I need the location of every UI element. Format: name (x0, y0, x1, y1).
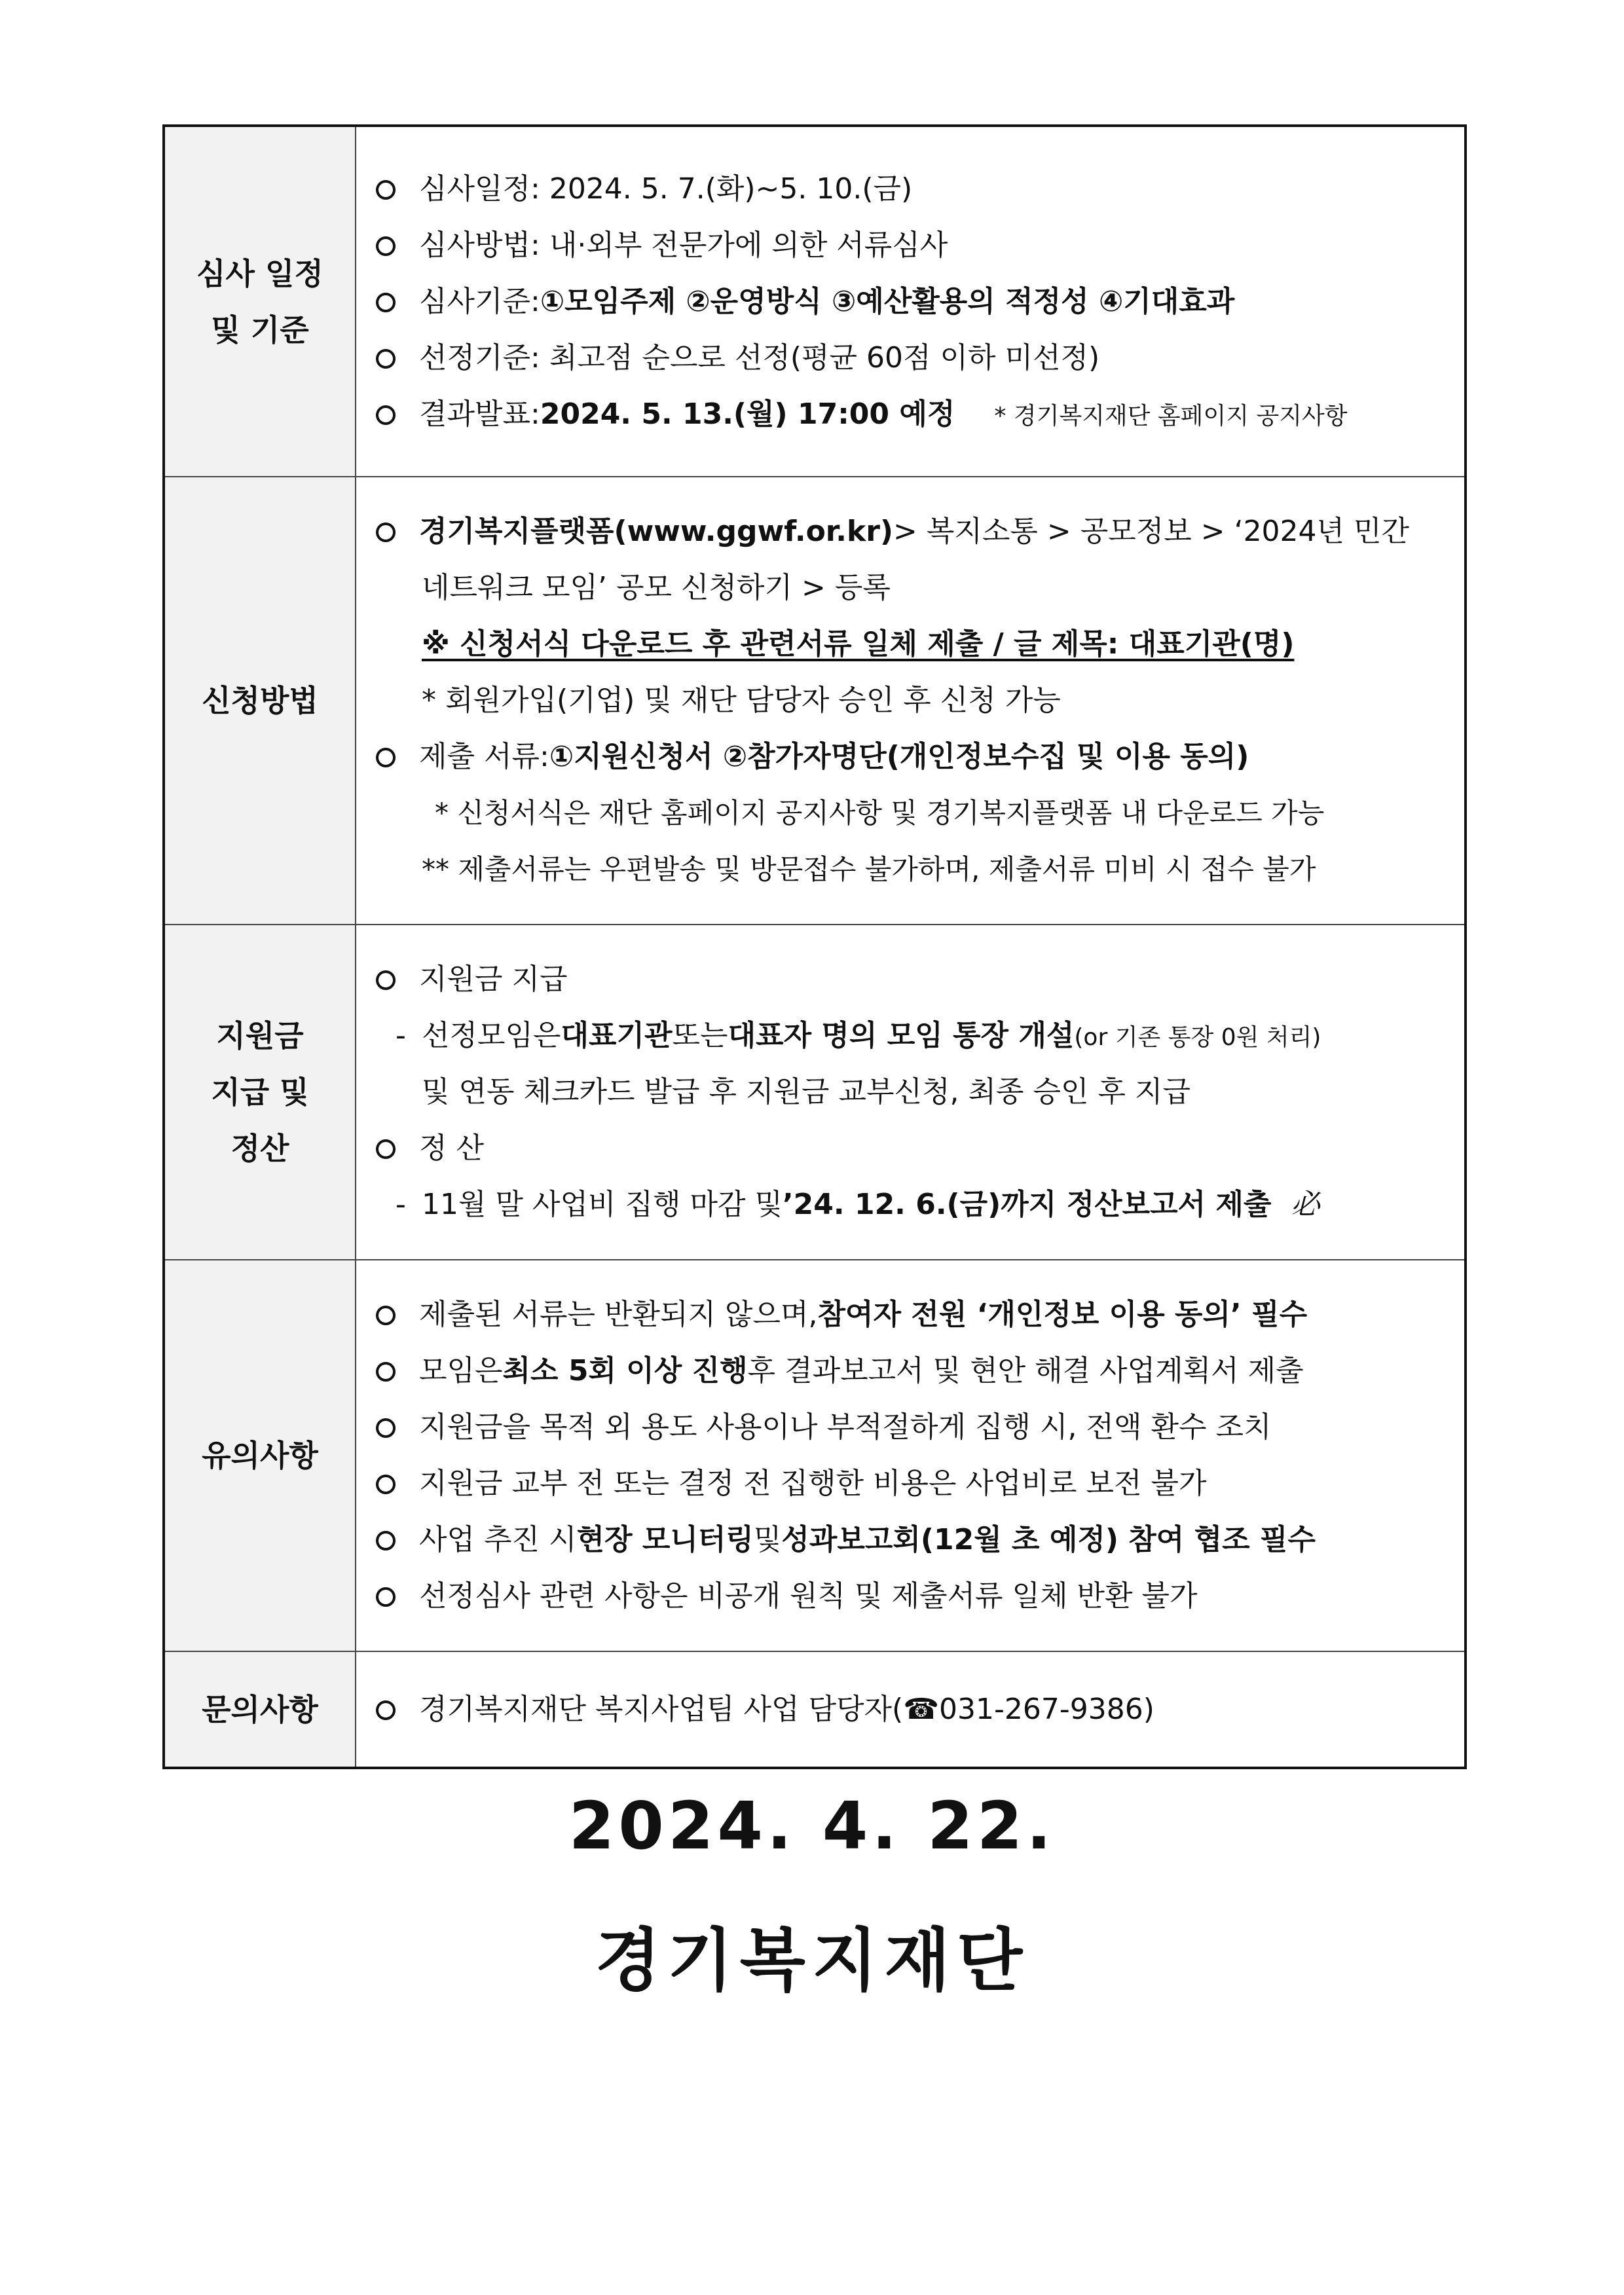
label-review (164, 126, 356, 477)
circle-bullet-icon (376, 1418, 396, 1438)
circle-bullet-icon (376, 1531, 396, 1551)
label-review-line1: 심사 일정 (196, 255, 323, 291)
circle-bullet-icon (376, 1139, 396, 1159)
label-funding-line2: 지급 및 (211, 1074, 309, 1110)
funding-payment-continued: 및 연동 체크카드 발급 후 지원금 교부신청, 최종 승인 후 지급 (422, 1075, 1190, 1109)
inquiry-contact: 경기복지재단 복지사업팀 사업 담당자(☎031-267-9386) (376, 1681, 1449, 1738)
row-funding (164, 925, 1466, 1260)
review-schedule: 심사일정: 2024. 5. 7.(화)~5. 10.(금) (376, 161, 1449, 217)
funding-payment-title: 지원금 지급 (376, 951, 1449, 1008)
review-result: 결과발표: 2024. 5. 13.(월) 17:00 예정 * 경기복지재단 홈페이지 공지사항 (376, 386, 1449, 443)
review-selection: 선정기준: 최고점 순으로 선정(평균 60점 이하 미선정) (376, 330, 1449, 386)
organization-name: 경기복지재단 (595, 1920, 1029, 2000)
circle-bullet-icon (376, 970, 396, 990)
row-review (164, 126, 1466, 477)
issue-date: 2024. 4. 22. (568, 1788, 1056, 1864)
row-caution (164, 1260, 1466, 1651)
circle-bullet-icon (376, 180, 396, 200)
apply-path-continued: 네트워크 모임’ 공모 신청하기 > 등록 (422, 571, 891, 604)
circle-bullet-icon (376, 293, 396, 312)
funding-settle-title: 정 산 (376, 1120, 1449, 1177)
caution-4: 지원금 교부 전 또는 결정 전 집행한 비용은 사업비로 보전 불가 (376, 1456, 1449, 1512)
content-funding (356, 925, 1466, 1260)
content-apply (356, 477, 1466, 925)
label-funding-line3: 정산 (231, 1131, 289, 1166)
content-inquiry (356, 1651, 1466, 1768)
label-review-line2: 및 기준 (211, 312, 309, 348)
result-note: * 경기복지재단 홈페이지 공지사항 (994, 402, 1348, 430)
label-funding (164, 925, 356, 1260)
circle-bullet-icon (376, 748, 396, 767)
row-apply (164, 477, 1466, 925)
content-caution (356, 1260, 1466, 1651)
circle-bullet-icon (376, 1362, 396, 1382)
funding-payment: - 선정모임은 대표기관 또는 대표자 명의 모임 통장 개설 (or 기존 통장 0원 처리) (396, 1019, 1321, 1052)
caution-5: 사업 추진 시 현장 모니터링 및 성과보고회(12월 초 예정) 참여 협조 필수 (376, 1512, 1449, 1568)
apply-docs: 제출 서류: ①지원신청서 ②참가자명단(개인정보수집 및 이용 동의) (376, 729, 1449, 785)
caution-2: 모임은 최소 5회 이상 진행 후 결과보고서 및 현안 해결 사업계획서 제출 (376, 1343, 1449, 1399)
label-apply: 신청방법 (164, 477, 356, 925)
circle-bullet-icon (376, 1475, 396, 1494)
apply-submission-note: ** 제출서류는 우편발송 및 방문접수 불가하며, 제출서류 미비 시 접수 불가 (422, 853, 1316, 885)
caution-3: 지원금을 목적 외 용도 사용이나 부적절하게 집행 시, 전액 환수 조치 (376, 1399, 1449, 1456)
caution-6: 선정심사 관련 사항은 비공개 원칙 및 제출서류 일체 반환 불가 (376, 1568, 1449, 1625)
label-inquiry: 문의사항 (164, 1651, 356, 1768)
circle-bullet-icon (376, 523, 396, 542)
funding-settle: - 11월 말 사업비 집행 마감 및 ’24. 12. 6.(금)까지 정산보고서 제출 必 (396, 1188, 1320, 1221)
apply-download-note: * 신청서식은 재단 홈페이지 공지사항 및 경기복지플랫폼 내 다운로드 가능 (435, 797, 1325, 829)
circle-bullet-icon (376, 236, 396, 256)
notice-table (162, 124, 1467, 1769)
apply-path: 경기복지플랫폼(www.ggwf.or.kr) > 복지소통 > 공모정보 > ‘2024년 민간 (376, 504, 1449, 560)
circle-bullet-icon (376, 1306, 396, 1325)
circle-bullet-icon (376, 349, 396, 369)
label-funding-line1: 지원금 (216, 1018, 304, 1054)
label-caution: 유의사항 (164, 1260, 356, 1651)
circle-bullet-icon (376, 1700, 396, 1720)
review-method: 심사방법: 내·외부 전문가에 의한 서류심사 (376, 217, 1449, 274)
apply-notice: ※ 신청서식 다운로드 후 관련서류 일체 제출 / 글 제목: 대표기관(명) (422, 627, 1295, 661)
circle-bullet-icon (376, 405, 396, 425)
content-review (356, 126, 1466, 477)
review-criteria: 심사기준: ①모임주제 ②운영방식 ③예산활용의 적정성 ④기대효과 (376, 274, 1449, 330)
circle-bullet-icon (376, 1587, 396, 1607)
apply-signup: * 회원가입(기업) 및 재단 담당자 승인 후 신청 가능 (422, 684, 1061, 717)
caution-1: 제출된 서류는 반환되지 않으며, 참여자 전원 ‘개인정보 이용 동의’ 필수 (376, 1287, 1449, 1343)
row-inquiry (164, 1651, 1466, 1768)
